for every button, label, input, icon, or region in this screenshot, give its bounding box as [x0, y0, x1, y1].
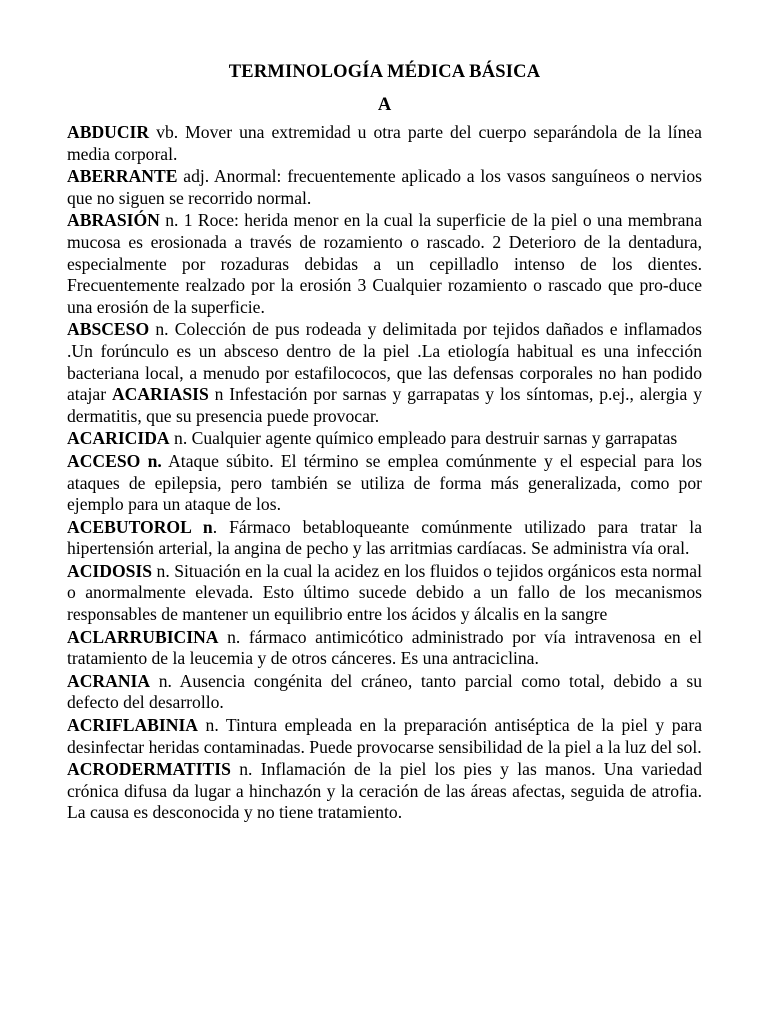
glossary-entry-acceso: [67, 451, 702, 516]
entry-term: ACRIFLABINIA: [67, 715, 198, 736]
entry-term: ABSCESO: [67, 319, 150, 340]
entry-term: ACCESO n.: [67, 450, 162, 471]
glossary-entry-acidosis: [67, 561, 702, 626]
entry-definition: n. Situación en la cual la acidez en los fluidos o tejidos orgánicos esta normal o anormalmente elevada. Esto último sucede debido a un fallo de los mecanismos responsables de mantener un equilibrio entre los ácidos y álcalis en la sangre: [67, 560, 702, 625]
entry-definition: n. 1 Roce: herida menor en la cual la superficie de la piel o una membrana mucosa es erosionada a través de rozamiento o rascado. 2 Deterioro de la dentadura, especialmente por rozaduras debidas a un cepilladlo intenso de los dientes. Frecuentemente realzado por la erosión 3 Cualquier rozamiento o rascado que pro-duce una erosión de la superficie.: [67, 210, 702, 317]
document-title: TERMINOLOGÍA MÉDICA BÁSICA: [228, 62, 541, 82]
entry-term: ABRASIÓN: [67, 210, 160, 231]
glossary-entry-absceso: [67, 319, 702, 427]
entry-definition: . Fármaco betabloqueante comúnmente utilizado para tratar la hipertensión arterial, la angina de pecho y las arritmias cardíacas. Se administra vía oral.: [67, 516, 702, 559]
entry-term: ACEBUTOROL n: [67, 516, 213, 537]
entry-term: ABERRANTE: [67, 166, 178, 187]
glossary-entry-acrodermatitis: [67, 759, 702, 824]
glossary-entry-aclarrubicina: [67, 627, 702, 670]
entry-term: ACIDOSIS: [67, 560, 153, 581]
entry-definition: n. Colección de pus rodeada y delimitada por tejidos dañados e inflamados .Un forúnculo es un absceso dentro de la piel .La etiología habitual es una infección bacteriana local, a menudo por estafilococos, que las defensas corporales no han podido atajar: [67, 319, 702, 405]
entry-term: ACRANIA: [67, 670, 151, 691]
section-letter: A: [377, 95, 392, 115]
entry-inline-term: ACARIASIS: [111, 384, 209, 405]
glossary-entry-acaricida: [67, 428, 702, 450]
entry-definition: n. fármaco antimicótico administrado por vía intravenosa en el tratamiento de la leucemia y de otros cánceres. Es una antraciclina.: [67, 626, 702, 669]
glossary-list: [67, 122, 702, 824]
entry-inline-definition: n Infestación por sarnas y garrapatas y los síntomas, p.ej., alergia y dermatitis, que su presencia puede provocar.: [67, 384, 702, 426]
entry-definition: n. Tintura empleada en la preparación antiséptica de la piel y para desinfectar heridas contaminadas. Puede provocarse sensibilidad de la piel a la luz del sol.: [67, 715, 702, 757]
glossary-entry-acriflabinia: [67, 715, 702, 758]
glossary-entry-acrania: [67, 671, 702, 714]
glossary-entry-aberrante: [67, 166, 702, 209]
entry-term: ACARICIDA: [67, 428, 170, 449]
entry-definition: n. Cualquier agente químico empleado para destruir sarnas y garrapatas: [169, 428, 678, 449]
entry-definition: n. Inflamación de la piel los pies y las manos. Una variedad crónica difusa da lugar a hinchazón y la ceración de las áreas afectas, seguida de atrofia. La causa es desconocida y no tiene tratamiento.: [67, 759, 702, 823]
entry-definition: adj. Anormal: frecuentemente aplicado a los vasos sanguíneos o nervios que no siguen se recorrido normal.: [67, 166, 702, 208]
glossary-entry-acebutorol: [67, 517, 702, 560]
entry-term: ABDUCIR: [67, 122, 150, 142]
entry-definition: vb. Mover una extremidad u otra parte del cuerpo separándola de la línea media corporal.: [67, 122, 702, 164]
entry-term: ACRODERMATITIS: [67, 759, 231, 780]
glossary-entry-abducir: [67, 122, 702, 165]
entry-definition: Ataque súbito. El término se emplea comúnmente y el especial para los ataques de epilepsia, pero también se utiliza de forma más generalizada, como por ejemplo para un ataque de los.: [67, 450, 703, 515]
glossary-entry-abrasion: [67, 210, 702, 318]
entry-term: ACLARRUBICINA: [67, 626, 219, 647]
entry-definition: n. Ausencia congénita del cráneo, tanto parcial como total, debido a su defecto del desarrollo.: [67, 670, 702, 713]
